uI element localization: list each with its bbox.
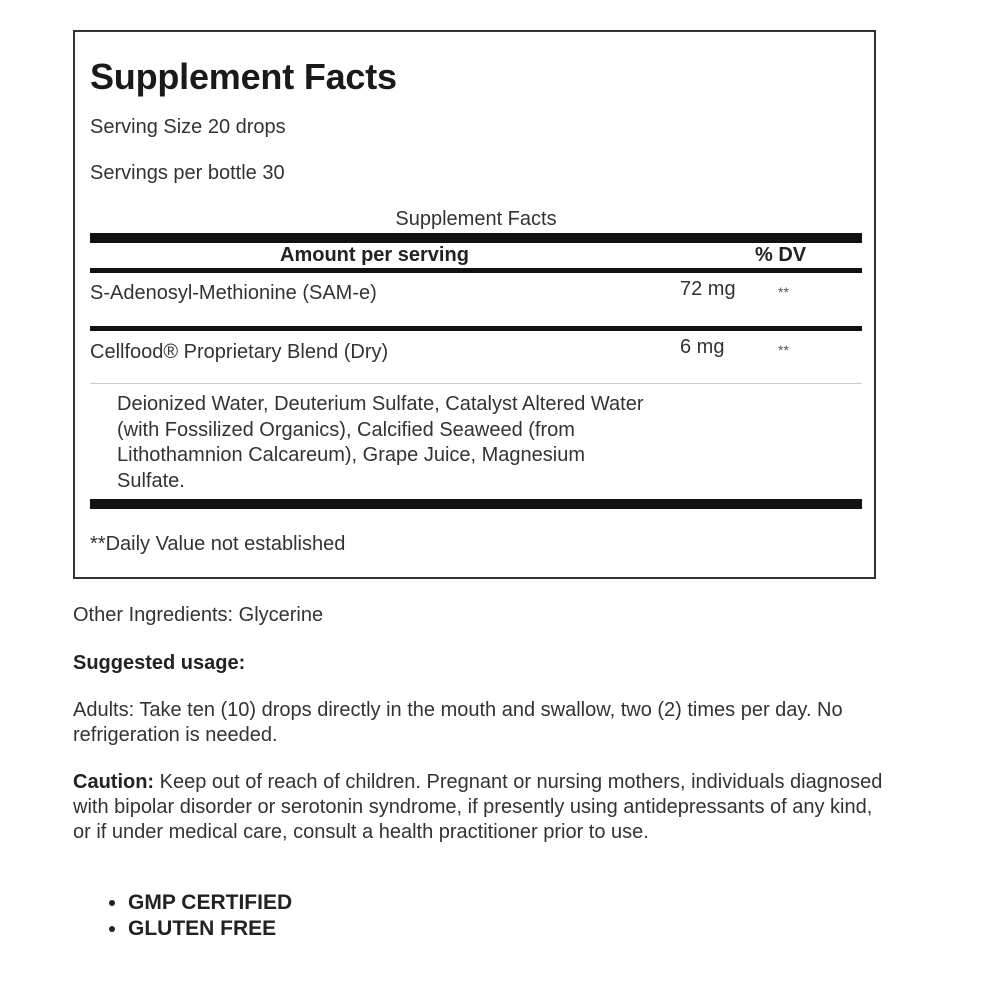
caution-paragraph — [73, 770, 893, 845]
table-caption: Supplement Facts — [395, 208, 557, 230]
blend-ingredients: Deionized Water, Deuterium Sulfate, Catalyst Altered Water (with Fossilized Organics), Calcified Seaweed (from Lithothamnion Calcareum), Grape Juice, Magnesium Sulfate. — [117, 393, 644, 492]
servings-per-bottle: Servings per bottle 30 — [90, 162, 285, 184]
caution-label: Caution: — [73, 771, 155, 793]
nutrient-dv-cellfood-blend: ** — [778, 342, 789, 358]
header-daily-value: % DV — [755, 244, 807, 266]
badge-gluten-free: • GLUTEN FREE — [128, 916, 292, 942]
daily-value-footnote: **Daily Value not established — [90, 533, 346, 555]
serving-size: Serving Size 20 drops — [90, 116, 286, 138]
other-ingredients: Other Ingredients: Glycerine — [73, 604, 324, 626]
nutrient-amount-cellfood-blend: 6 mg — [680, 336, 725, 358]
divider-after-sam-e — [90, 326, 862, 331]
nutrient-name-cellfood-blend: Cellfood® Proprietary Blend (Dry) — [90, 341, 389, 363]
suggested-usage-text: Adults: Take ten (10) drops directly in the mouth and swallow, two (2) times per day. No refrigeration is needed. — [73, 699, 843, 746]
header-amount-per-serving: Amount per serving — [280, 244, 469, 266]
nutrient-name-sam-e: S-Adenosyl-Methionine (SAM-e) — [90, 282, 377, 304]
thick-divider-top — [90, 233, 862, 243]
badge-gmp-certified: • GMP CERTIFIED — [128, 890, 292, 916]
supplement-facts-panel — [73, 30, 876, 579]
nutrient-amount-sam-e: 72 mg — [680, 278, 736, 300]
thick-divider-bottom — [90, 499, 862, 509]
facts-title: Supplement Facts — [90, 56, 397, 97]
certification-list — [100, 890, 292, 942]
caution-text: Keep out of reach of children. Pregnant or nursing mothers, individuals diagnosed with bipolar disorder or serotonin syndrome, if presently using antidepressants of any kind, or if under medical care, consult a health practitioner prior to use. — [73, 771, 883, 843]
nutrient-dv-sam-e: ** — [778, 284, 789, 300]
thin-divider-blend — [90, 383, 862, 384]
suggested-usage-heading: Suggested usage: — [73, 652, 246, 674]
divider-after-header — [90, 268, 862, 273]
